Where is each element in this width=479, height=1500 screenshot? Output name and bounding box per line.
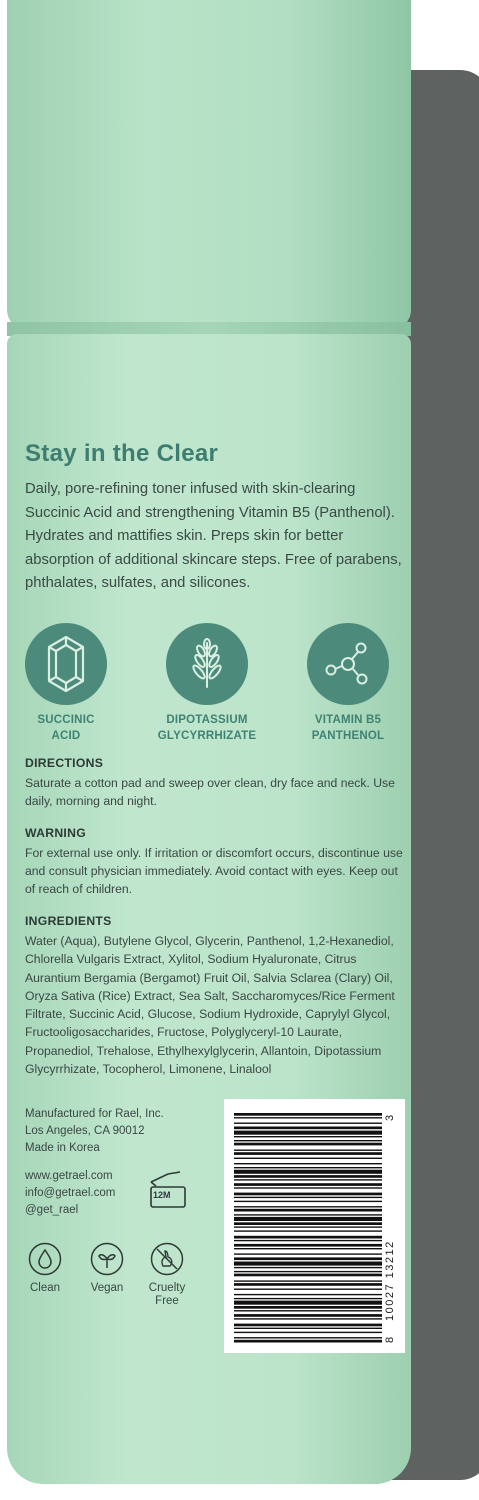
barcode-bar [234,1214,382,1215]
barcode-digits: 10027 13212 [384,1240,396,1321]
barcode-bar [234,1289,382,1290]
barcode-bar [234,1283,382,1286]
barcode-bar [234,1127,382,1130]
leaf-icon [90,1242,124,1276]
barcode-bar [234,1280,382,1281]
barcode-bar [234,1262,382,1266]
barcode-bar [234,1123,382,1124]
barcode-digit-first: 8 [384,1335,396,1343]
barcode-bar [234,1306,382,1309]
contact-web: www.getrael.com [25,1170,113,1182]
barcode-bar [234,1113,382,1116]
ingredient-label-vitamin-b5: VITAMIN B5 PANTHENOL [311,714,385,742]
contact-email: info@getrael.com [25,1187,116,1199]
manufacturer-line3: Made in Korea [25,1142,100,1154]
barcode-bar [234,1240,382,1241]
manufacturer-line2: Los Angeles, CA 90012 [25,1125,145,1137]
barcode-digit-last: 3 [384,1113,396,1121]
barcode-bar [234,1226,382,1227]
barcode-bar [234,1201,382,1202]
barcode-bar [234,1230,382,1231]
barcode-bar [234,1197,382,1198]
barcode-bar [234,1253,382,1254]
barcode [224,1099,405,1353]
barcode-bar [234,1143,382,1146]
ingredient-label-succinic: SUCCINIC ACID [37,714,95,742]
gem-icon [25,623,107,705]
directions-body: Saturate a cotton pad and sweep over clean, dry face and neck. Use daily, morning and night. [25,776,395,808]
bunny-icon [150,1242,184,1276]
manufacturer-line1: Manufactured for Rael, Inc. [25,1108,164,1120]
barcode-bar [234,1117,382,1118]
barcode-bar [234,1193,382,1196]
barcode-bar [234,1140,382,1141]
plant-sprig-icon [166,623,248,705]
barcode-bar [234,1150,382,1151]
bottle-cap [7,0,411,330]
badge-label-vegan: Vegan [90,1282,124,1294]
barcode-bar [234,1271,382,1272]
ingredient-label-dipotassium: DIPOTASSIUM GLYCYRRHIZATE [157,714,257,742]
barcode-bar [234,1183,382,1186]
barcode-bar [234,1167,382,1168]
pao-label: 12M [153,1190,171,1200]
ingredients-body: Water (Aqua), Butylene Glycol, Glycerin, Panthenol, 1,2-Hexanediol, Chlorella Vulgaris Extract, Xylitol, Sodium Hyaluronate, Citrus Aurantium Bergamia (Bergamot) Fruit Oil, Salvia Sclarea (Clary) Oil, Oryza Sativa (Rice) Extract, Sea Salt, Saccharomyces/Rice Ferment Filtrate, Succinic Acid, Glucose, Sodium Hydroxide, Caprylyl Glycol, Fructooligosaccharides, Fructose, Polyglyceryl-10 Laurate, Propanediol, Trehalose, Ethylhexylglycerin, Allantoin, Dipotassium Glycyrrhizate, Tocopherol, Limonene, Linalool [25,934,395,1077]
barcode-bar [234,1314,382,1317]
directions-title: DIRECTIONS [25,756,104,770]
contact-social: @get_rael [25,1204,79,1216]
barcode-bar [234,1158,382,1159]
barcode-bar [234,1274,382,1277]
barcode-bar [234,1217,382,1221]
barcode-bar [234,1206,382,1207]
warning-body: For external use only. If irritation or discomfort occurs, discontinue use and consult physician immediately. Avoid contact with eyes. Keep out of reach of children. [25,846,403,896]
barcode-bar [234,1294,382,1295]
barcode-bar [234,1257,382,1260]
barcode-bar [234,1222,382,1225]
barcode-bar [234,1318,382,1319]
barcode-bar [234,1310,382,1311]
barcode-bar [234,1209,382,1212]
open-jar-icon [148,1168,188,1208]
product-heading: Stay in the Clear [25,440,219,467]
barcode-bar [234,1301,382,1305]
barcode-bar [234,1244,382,1247]
barcode-bar [234,1187,382,1188]
barcode-bar [234,1131,382,1135]
barcode-bar [234,1236,382,1239]
barcode-bar [234,1324,382,1327]
badge-label-cruelty-free: Cruelty Free [148,1282,186,1307]
barcode-bar [234,1340,382,1343]
barcode-bar [234,1248,382,1249]
barcode-bar [234,1136,382,1137]
barcode-bar [234,1328,382,1329]
warning-title: WARNING [25,826,87,840]
molecule-icon [307,623,389,705]
barcode-bar [234,1179,382,1180]
barcode-bar [234,1170,382,1174]
product-description: Daily, pore-refining toner infused with skin-clearing Succinic Acid and strengthening Vitamin B5 (Panthenol). Hydrates and mattifies skin. Preps skin for better absorption of additional skincare steps. Free of parabens, phthalates, sulfates, and silicones. [25,481,402,591]
drop-icon [28,1242,62,1276]
barcode-bar [234,1163,382,1164]
barcode-bar [234,1337,382,1338]
barcode-bar [234,1175,382,1178]
ingredients-title: INGREDIENTS [25,914,112,928]
barcode-bar [234,1298,382,1299]
barcode-bar [234,1152,382,1155]
badge-label-clean: Clean [29,1282,61,1294]
barcode-bar [234,1332,382,1333]
barcode-bar [234,1267,382,1268]
